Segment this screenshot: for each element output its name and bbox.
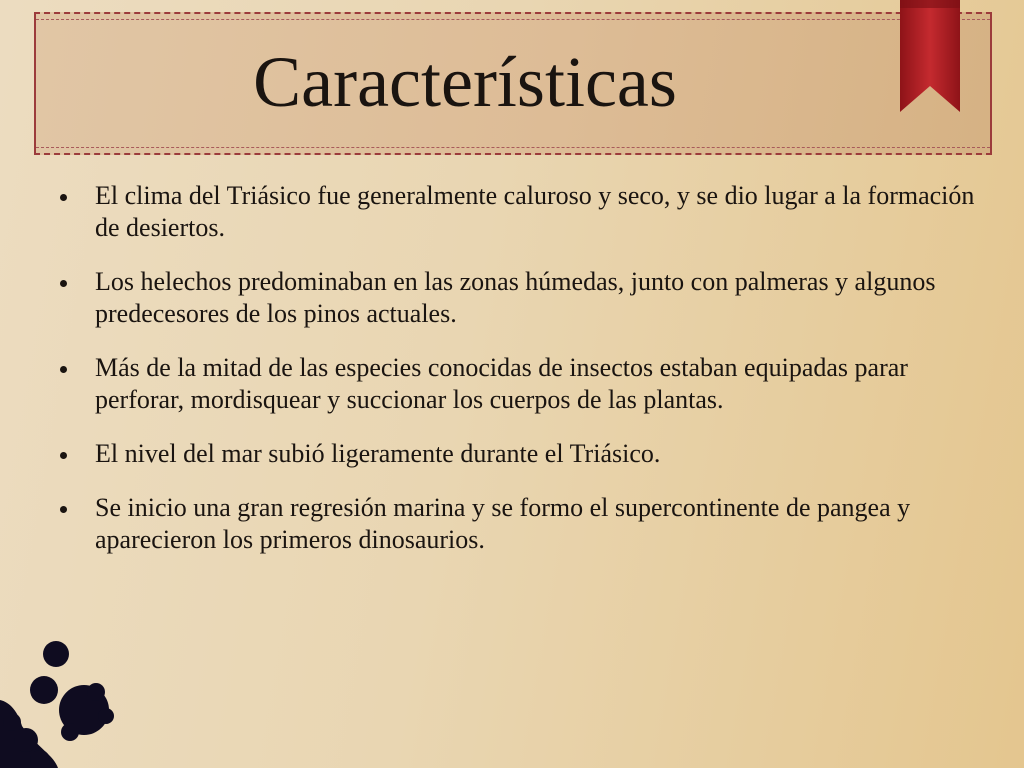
bullet-dot-icon	[60, 280, 67, 287]
bullet-dot-icon	[60, 194, 67, 201]
bullet-dot-icon	[60, 366, 67, 373]
list-item	[60, 438, 980, 470]
bullet-text: Se inicio una gran regresión marina y se formo el supercontinente de pangea y aparecieron los primeros dinosaurios.	[95, 493, 911, 554]
list-item	[60, 266, 980, 330]
bullet-dot-icon	[60, 506, 67, 513]
bullet-dot-icon	[60, 452, 67, 459]
page-title: Características	[253, 42, 677, 122]
bullet-list	[60, 180, 980, 578]
title-banner	[34, 12, 992, 155]
bullet-text: Más de la mitad de las especies conocidas de insectos estaban equipadas parar perforar, mordisquear y succionar los cuerpos de las plantas.	[95, 353, 908, 414]
list-item	[60, 180, 980, 244]
bookmark-ribbon-icon	[898, 0, 962, 116]
bullet-text: El nivel del mar subió ligeramente durante el Triásico.	[95, 439, 661, 468]
ink-splatter-icon	[0, 630, 130, 768]
bullet-text: El clima del Triásico fue generalmente caluroso y seco, y se dio lugar a la formación de desiertos.	[95, 181, 975, 242]
list-item	[60, 352, 980, 416]
bullet-text: Los helechos predominaban en las zonas húmedas, junto con palmeras y algunos predecesores de los pinos actuales.	[95, 267, 936, 328]
list-item	[60, 492, 980, 556]
